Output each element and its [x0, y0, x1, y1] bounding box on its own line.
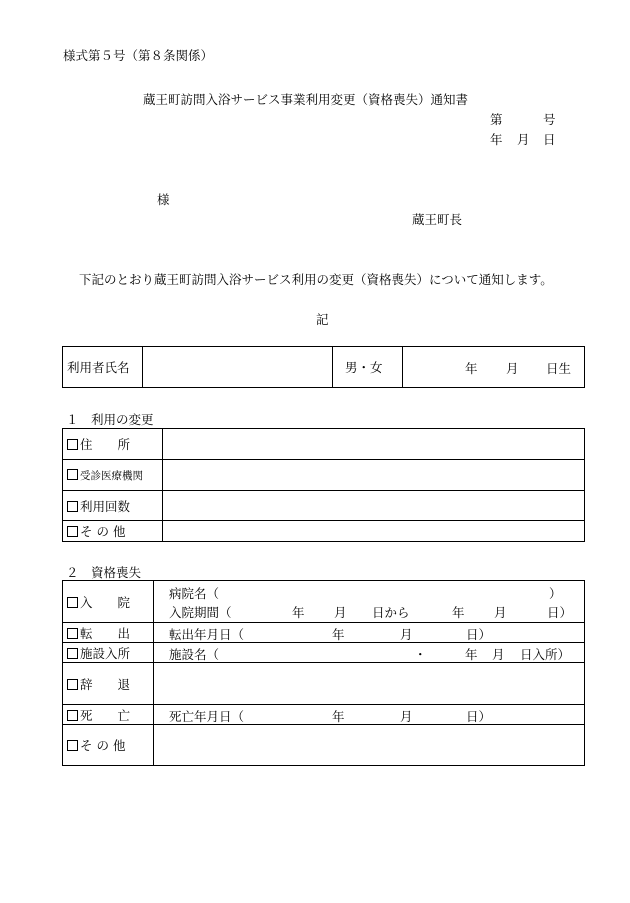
- period-from-year: 年: [292, 605, 305, 620]
- hospital-checkbox[interactable]: 入 院: [63, 581, 154, 623]
- birth-year-label: 年: [465, 361, 478, 376]
- body-text: 下記のとおり蔵王町訪問入浴サービス利用の変更（資格喪失）について通知します。: [79, 272, 553, 287]
- death-month: 月: [400, 709, 413, 724]
- moving-checkbox[interactable]: 転 出: [63, 623, 154, 643]
- section2-heading: ２ 資格喪失: [66, 565, 142, 580]
- death-details[interactable]: [154, 705, 585, 725]
- checkbox-icon: [67, 740, 78, 751]
- checkbox-icon: [67, 469, 78, 480]
- period-from-day: 日から: [372, 605, 410, 620]
- doc-number-prefix: 第: [490, 112, 503, 127]
- user-info-table: [62, 346, 585, 388]
- death-date-label: 死亡年月日（: [169, 709, 245, 724]
- hospital-period-label: 入院期間（: [169, 605, 232, 620]
- change-clinic-field[interactable]: [163, 460, 585, 491]
- hospital-name-close: ）: [549, 586, 562, 601]
- moving-month: 月: [400, 627, 413, 642]
- hospital-name-label: 病院名（: [169, 586, 220, 601]
- facility-dot: ・: [414, 647, 427, 662]
- checkbox-icon: [67, 439, 78, 450]
- checkbox-icon: [67, 710, 78, 721]
- change-clinic-checkbox[interactable]: 受診医療機関: [63, 460, 163, 491]
- user-name-field[interactable]: [143, 347, 333, 388]
- death-day: 日）: [466, 709, 492, 724]
- withdraw-field[interactable]: [154, 663, 585, 705]
- hospital-details[interactable]: [154, 581, 585, 623]
- facility-year: 年: [465, 647, 478, 662]
- eligibility-loss-table: [62, 580, 585, 766]
- moving-details[interactable]: [154, 623, 585, 643]
- issue-date-day: 日: [543, 132, 556, 147]
- checkbox-icon: [67, 648, 78, 659]
- ki-heading: 記: [316, 312, 329, 327]
- checkbox-icon: [67, 679, 78, 690]
- loss-other-field[interactable]: [154, 725, 585, 766]
- checkbox-icon: [67, 597, 78, 608]
- period-from-month: 月: [334, 605, 347, 620]
- period-to-month: 月: [494, 605, 507, 620]
- usage-change-table: [62, 428, 585, 542]
- checkbox-icon: [67, 526, 78, 537]
- checkbox-icon: [67, 501, 78, 512]
- doc-number-suffix: 号: [543, 112, 556, 127]
- change-address-field[interactable]: [163, 429, 585, 460]
- checkbox-icon: [67, 628, 78, 639]
- change-frequency-field[interactable]: [163, 491, 585, 521]
- change-other-checkbox[interactable]: そ の 他: [63, 521, 163, 542]
- facility-details[interactable]: [154, 643, 585, 663]
- birth-month-label: 月: [506, 361, 519, 376]
- period-to-year: 年: [452, 605, 465, 620]
- withdraw-checkbox[interactable]: 辞 退: [63, 663, 154, 705]
- birthdate-field[interactable]: [403, 347, 585, 388]
- moving-date-label: 転出年月日（: [169, 627, 245, 642]
- change-frequency-checkbox[interactable]: 利用回数: [63, 491, 163, 521]
- section1-heading: １ 利用の変更: [66, 412, 154, 427]
- document-title: 蔵王町訪問入浴サービス事業利用変更（資格喪失）通知書: [143, 92, 469, 107]
- form-number: 様式第５号（第８条関係）: [63, 48, 214, 63]
- sender-name: 蔵王町長: [412, 212, 463, 227]
- facility-checkbox[interactable]: 施設入所: [63, 643, 154, 663]
- loss-other-checkbox[interactable]: そ の 他: [63, 725, 154, 766]
- moving-year: 年: [332, 627, 345, 642]
- issue-date-month: 月: [517, 132, 530, 147]
- change-address-checkbox[interactable]: 住 所: [63, 429, 163, 460]
- moving-day: 日）: [466, 627, 492, 642]
- birth-day-label: 日生: [546, 361, 572, 376]
- facility-name-label: 施設名（: [169, 647, 220, 662]
- user-name-label: 利用者氏名: [63, 347, 143, 388]
- period-to-day: 日）: [547, 605, 573, 620]
- recipient-suffix: 様: [157, 192, 170, 207]
- issue-date-year: 年: [490, 132, 503, 147]
- facility-month: 月: [492, 647, 505, 662]
- gender-field[interactable]: 男・女: [333, 347, 403, 388]
- death-year: 年: [332, 709, 345, 724]
- facility-day: 日入所）: [520, 647, 571, 662]
- death-checkbox[interactable]: 死 亡: [63, 705, 154, 725]
- change-other-field[interactable]: [163, 521, 585, 542]
